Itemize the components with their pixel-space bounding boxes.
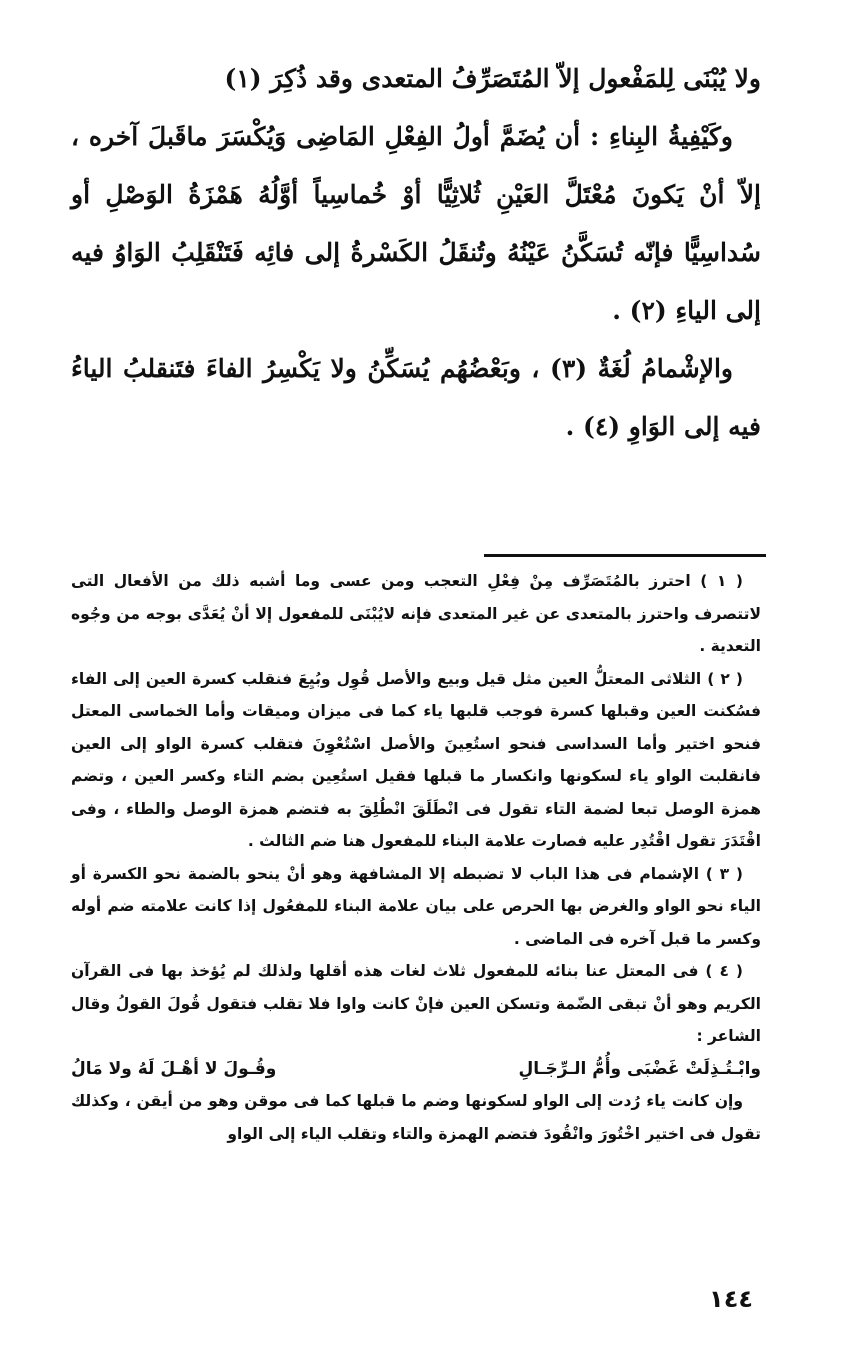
footnote-divider [484, 554, 766, 557]
page-number: ١٤٤ [709, 1285, 753, 1313]
poetry-verse [71, 1053, 761, 1086]
verse-first-hemistich: وابْـتُـذِلَتْ غَضْبَى وأُمُّ الـرِّجَـالِ [518, 1058, 761, 1079]
footnote-3: ( ٣ ) الإشمام فى هذا الباب لا تضبطه إلا المشافهة وهو أنْ ينحو بالضمة نحو الكسرة أو الياء نحو الواو والغرض بها الحرص على بيان علامة البناء للمفعُول إذا كانت علامته ضم أوله وكسر ما قبل آخره فى الماضى . [71, 864, 761, 948]
footnote-2: ( ٢ ) الثلاثى المعتلُّ العين مثل قيل وبيع والأصل قُوِل وبُيِعَ فنقلب كسرة العين إلى الفاء فسُكنت العين وقبلها كسرة فوجب قلبها ياء كما فى ميزان وميقات وأما الخماسى المعتل فنحو اختير وأما السداسى فنحو استُعِينَ والأصل اسْتُعْوِنَ فتقلب كسرة الواو إلى العين فانقلبت الواو ياء لسكونها وانكسار ما قبلها فقيل استُعِين بضم التاء وكسر العين ، وتضم همزة الوصل تبعا لضمة التاء تقول فى انْطَلَقَ انْطُلِقَ به فتضم همزة الوصل والطاء ، وفى اقْتَدَرَ تقول اقْتُدِر عليه فصارت علامة البناء للمفعول هنا ضم الثالث . [71, 669, 761, 850]
verse-second-hemistich: وقُـولَ لا أهْـلَ لَهُ ولا مَالُ [71, 1058, 277, 1079]
footnote-1: ( ١ ) احترز بالمُتَصَرِّف مِنْ فِعْلِ التعجب ومن عسى وما أشبه ذلك من الأفعال التى لاتتصرف واحترز بالمتعدى عن غير المتعدى فإنه لايُبْنَى للمفعول إلا أنْ يُعَدَّى بوجه من وجُوه التعدية . [71, 572, 761, 655]
main-paragraph: وكَيْفِيةُ البِناءِ : أن يُضَمَّ أولُ الفِعْلِ المَاضِى وَيُكْسَرَ ماقَبلَ آخره ، إلاّ أنْ يَكونَ مُعْتَلَّ العَيْنِ ثُلاثِيًّا أوْ خُماسِياً أوَّلُهُ هَمْزَةُ الوَصْلِ أو سُداسِيًّا فإنّه تُسَكَّنُ عَيْنُهُ وتُنقَلُ الكَسْرةُ إلى فائِه فَتَنْقَلِبُ الوَاوُ فيه إلى الياءِ (٢) . [71, 122, 761, 325]
footnote-4-continuation: وإن كانت ياء رُدت إلى الواو لسكونها وضم ما قبلها كما فى موقن وهو من أيقن ، وكذلك تقول فى اختير اخْتُورَ وانْقُودَ فتضم الهمزة والتاء وتقلب الياء إلى الواو [71, 1092, 761, 1143]
main-paragraph: والإشْمامُ لُغَةٌ (٣) ، وبَعْضُهُم يُسَكِّنُ ولا يَكْسِرُ الفاءَ فتَنقلبُ الياءُ فيه إلى الوَاوِ (٤) . [71, 354, 761, 441]
main-text [71, 50, 761, 456]
footnotes [71, 565, 761, 1150]
footnote-4: ( ٤ ) فى المعتل عنا بنائه للمفعول ثلاث لغات هذه أقلها ولذلك لم يُؤخذ بها فى القرآن الكريم وهو أنْ تبقى الضّمة وتسكن العين فإنْ كانت واوا فلا تقلب فتقول قُولَ القولُ وقال الشاعر : [71, 962, 761, 1045]
main-paragraph: ولا يُبْنَى لِلمَفْعول إلاّ المُتَصَرِّفُ المتعدى وقد ذُكِرَ (١) [224, 64, 761, 93]
